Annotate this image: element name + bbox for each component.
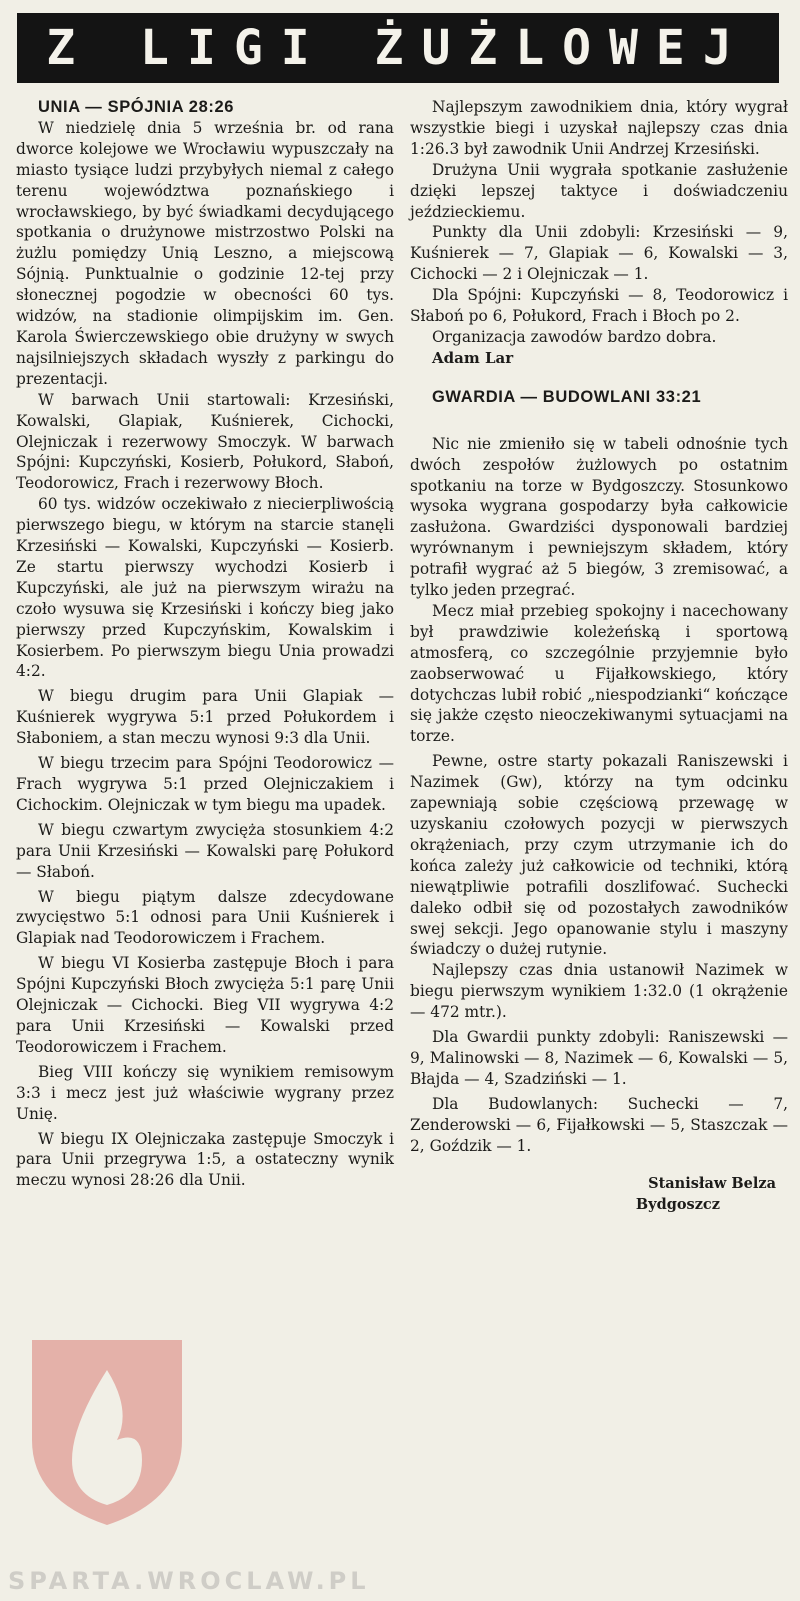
article-paragraph: W biegu trzecim para Spójni Teodorowicz — Frach wygrywa 5:1 przed Olejniczakiem i Cichockim. Olejniczak w tym biegu ma upadek.	[16, 754, 394, 814]
column-left	[16, 97, 394, 1191]
site-watermark: SPARTA.WROCLAW.PL	[8, 1567, 370, 1595]
article-paragraph: 60 tys. widzów oczekiwało z niecierpliwością pierwszego biegu, w którym na starcie stanęli Krzesiński — Kowalski, Kupczyński — Kosierb. Ze startu pierwszy wychodzi Kosierb i Kupczyński, ale już na pierwszym wirażu na czoło wysuwa się Krzesiński i kończy bieg jako pierwszy przed Kupczyńskim, Kowalskim i Kosierbem. Po pierwszym biegu Unia prowadzi 4:2.	[16, 495, 394, 681]
article-paragraph: Dla Budowlanych: Suchecki — 7, Zenderowski — 6, Fijałkowski — 5, Staszczak — 2, Goździk — 1.	[410, 1094, 788, 1155]
article-paragraph: W biegu drugim para Unii Glapiak — Kuśnierek wygrywa 5:1 przed Połukordem i Słaboniem, a stan meczu wynosi 9:3 dla Unii.	[16, 687, 394, 748]
column-right	[410, 97, 788, 1215]
article-paragraph: Bieg VIII kończy się wynikiem remisowym 3:3 i mecz jest już właściwie wygrany przez Unię.	[16, 1062, 394, 1123]
article-paragraph: Drużyna Unii wygrała spotkanie zasłużenie dzięki lepszej taktyce i doświadczeniu jeździeckiemu.	[410, 160, 788, 221]
article-author: Adam Lar	[432, 348, 514, 367]
club-shield-logo-watermark	[22, 1330, 192, 1530]
article-paragraph: W niedzielę dnia 5 września br. od rana dworce kolejowe we Wrocławiu wypuszczały na miasto tysiące ludzi przybyłych niemal z całego terenu województwa poznańskiego i wrocławskiego, by być świadkami decydującego spotkania o drużynowe mistrzostwo Polski na żużlu pomiędzy Unią Leszno, a miejscową Sójnią. Punktualnie o godzinie 12-tej przy słonecznej pogodzie w obecności 60 tys. widzów, na stadionie olimpijskim im. Gen. Karola Świerczewskiego obie drużyny w swych najsilniejszych składach wyszły z parkingu do prezentacji.	[16, 118, 394, 388]
article-title: UNIA — SPÓJNIA 28:26	[38, 98, 234, 116]
article-paragraph: Najlepszy czas dnia ustanowił Nazimek w biegu pierwszym wynikiem 1:32.0 (1 okrążenie — 472 mtr.).	[410, 961, 788, 1022]
article-paragraph: W biegu VI Kosierba zastępuje Błoch i para Spójni Kupczyński Błoch zwycięża 5:1 parę Unii Olejniczak — Cichocki. Bieg VII wygrywa 4:2 para Unii Krzesiński — Kowalski przed Teodorowiczem i Frachem.	[16, 954, 394, 1056]
article-title: GWARDIA — BUDOWLANI 33:21	[432, 387, 702, 406]
article-paragraph: Najlepszym zawodnikiem dnia, który wygrał wszystkie biegi i uzyskał najlepszy czas dnia 1:26.3 był zawodnik Unii Andrzej Krzesiński.	[410, 98, 788, 158]
article-paragraph: W biegu IX Olejniczaka zastępuje Smoczyk i para Unii przegrywa 1:5, a ostateczny wynik meczu wynosi 28:26 dla Unii.	[16, 1129, 394, 1190]
article-paragraph: W barwach Unii startowali: Krzesiński, Kowalski, Glapiak, Kuśnierek, Cichocki, Olejniczak i rezerwowy Smoczyk. W barwach Spójni: Kupczyński, Kosierb, Połukord, Słaboń, Teodorowicz, Frach i rezerwowy Błoch.	[16, 390, 394, 493]
article-paragraph: Punkty dla Unii zdobyli: Krzesiński — 9, Kuśnierek — 7, Glapiak — 6, Kowalski — 3, Cichocki — 2 i Olejniczak — 1.	[410, 223, 788, 284]
article-paragraph: Pewne, ostre starty pokazali Raniszewski i Nazimek (Gw), którzy na tym odcinku zapewniają sobie częściową przewagę w uzyskaniu czołowych pozycji w pierwszych okrążeniach, przy czym utrzymanie ich do końca zależy już całkowicie od techniki, którą niewątpliwie potrafili doszlifować. Suchecki daleko odbił się od pozostałych zawodników swej sekcji. Jego opanowanie stylu i maszyny świadczy o dużej rutynie.	[410, 752, 788, 959]
section-banner: Z LIGI ŻUŻLOWEJ	[17, 13, 779, 83]
article-paragraph: Organizacja zawodów bardzo dobra.	[432, 327, 717, 346]
article-paragraph: Dla Gwardii punkty zdobyli: Raniszewski — 9, Malinowski — 8, Nazimek — 6, Kowalski — 5, Błajda — 4, Szadziński — 1.	[410, 1028, 788, 1088]
article-paragraph: Mecz miał przebieg spokojny i nacechowany był prawdziwie koleżeńską i sportową atmosferą, co szczególnie przyjemnie było zaobserwować u Fijałkowskiego, który dotychczas lubił robić „niespodzianki“ kończące się jakże często nieoczekiwanymi sytuacjami na torze.	[410, 601, 788, 746]
article-byline	[410, 1173, 776, 1215]
article-paragraph: Dla Spójni: Kupczyński — 8, Teodorowicz i Słaboń po 6, Połukord, Frach i Błoch po 2.	[410, 286, 788, 326]
article-paragraph: W biegu piątym dalsze zdecydowane zwycięstwo 5:1 odnosi para Unii Kuśnierek i Glapiak nad Teodorowiczem i Frachem.	[16, 887, 394, 948]
article-paragraph: Nic nie zmieniło się w tabeli odnośnie tych dwóch zespołów żużlowych po ostatnim spotkaniu na torze w Bydgoszczy. Stosunkowo wysoka wygrana gospodarzy była całkowicie zasłużona. Gwardziści dysponowali bardziej wyrównanym i pewniejszym składem, który potrafił wygrać aż 5 biegów, 3 zremisować, a tylko jeden przegrać.	[410, 434, 788, 600]
article-paragraph: W biegu czwartym zwycięża stosunkiem 4:2 para Unii Krzesiński — Kowalski parę Połukord — Słaboń.	[16, 820, 394, 881]
article-city: Bydgoszcz	[635, 1195, 720, 1213]
article-author: Stanisław Belza	[648, 1174, 776, 1192]
